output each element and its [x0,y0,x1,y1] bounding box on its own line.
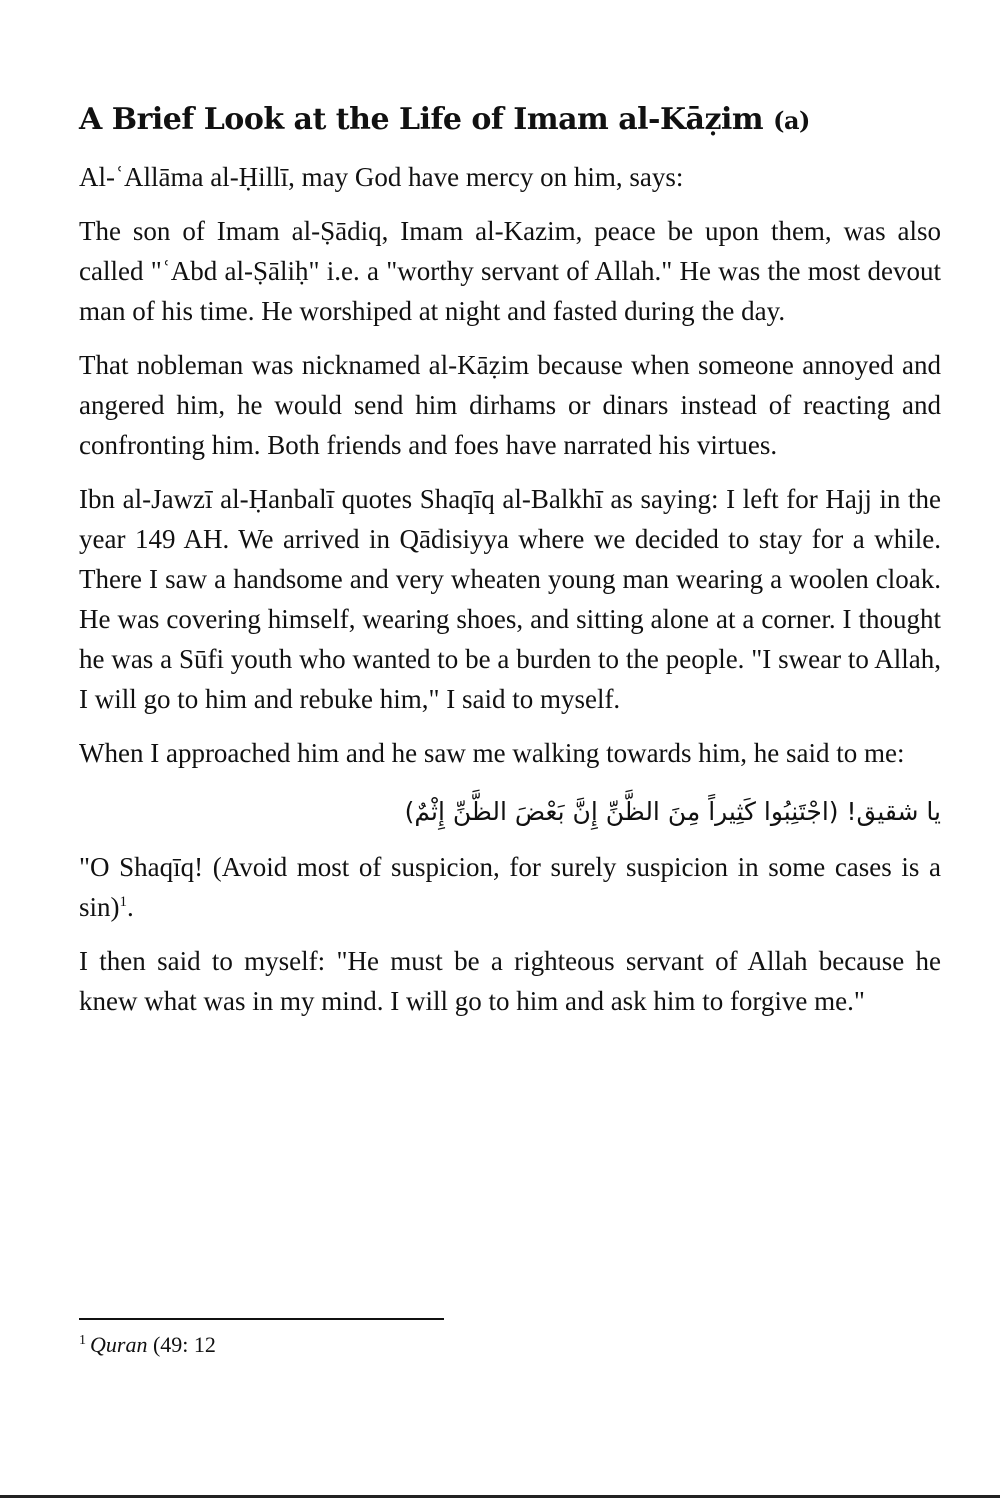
paragraph-approach: When I approached him and he saw me walking towards him, he said to me: [79,738,905,768]
translation-end: . [127,892,134,922]
paragraph-nickname: That nobleman was nicknamed al-Kāẓim because when someone annoyed and angered him, he would send him dirhams or dinars instead of reacting and confronting him. Both friends and foes have narrated his virtues. [79,350,941,460]
page-bottom-border [0,1495,1000,1498]
intro-paragraph: Al-ʿAllāma al-Ḥillī, may God have mercy on him, says: [79,162,684,192]
page-body [79,98,941,1035]
footnote [79,1330,216,1360]
translation-text: "O Shaqīq! (Avoid most of suspicion, for surely suspicion in some cases is a sin) [79,852,941,922]
footnote-divider [79,1318,444,1320]
footnote-mark: 1 [79,1332,86,1348]
closing-paragraph: I then said to myself: "He must be a righteous servant of Allah because he knew what was in my mind. I will go to him and ask him to forgive me." [79,946,941,1016]
title-suffix: (a) [773,106,810,135]
footnote-reference[interactable]: 1 [119,894,127,910]
footnote-source: Quran [90,1332,148,1357]
footnote-ref: (49: 12 [152,1332,216,1357]
verse-translation [79,847,941,927]
paragraph-shaqiq-story: Ibn al-Jawzī al-Ḥanbalī quotes Shaqīq al-Balkhī as saying: I left for Hajj in the year 149 AH. We arrived in Qādisiyya where we decided to stay for a while. There I saw a handsome and very wheaten young man wearing a woolen cloak. He was covering himself, wearing shoes, and sitting alone at a corner. I thought he was a Sūfi youth who wanted to be a burden to the people. "I swear to Allah, I will go to him and rebuke him," I said to myself. [79,484,941,714]
paragraph-son-of-imam: The son of Imam al-Ṣādiq, Imam al-Kazim, peace be upon them, was also called "ʿAbd al-Ṣāliḥ" i.e. a "worthy servant of Allah." He was the most devout man of his time. He worshiped at night and fasted during the day. [79,216,941,326]
arabic-verse: يا شقيق! (اجْتَنِبُوا كَثِيراً مِنَ الظَّنِّ إِنَّ بَعْضَ الظَّنِّ إِثْمٌ) [404,797,941,826]
title-text: A Brief Look at the Life of Imam al-Kāẓim [79,102,764,137]
page-title [79,98,941,143]
